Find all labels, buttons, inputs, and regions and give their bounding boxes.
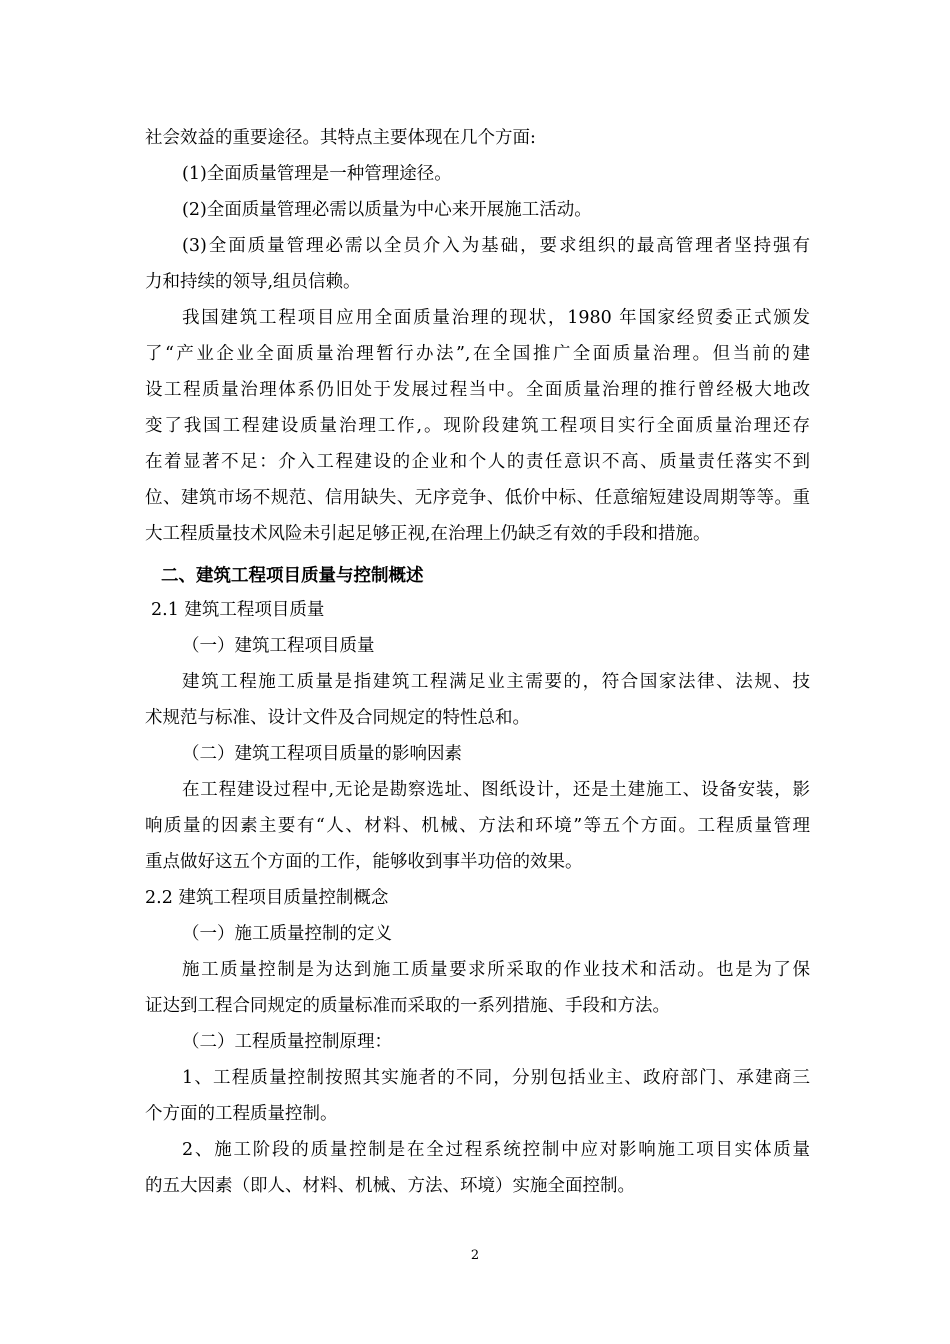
list-item: (1)全面质量管理是一种管理途径。 [182, 164, 452, 184]
list-item: (2)全面质量管理必需以质量为中心来开展施工活动。 [182, 200, 592, 220]
paragraph-line: 在着显著不足：介入工程建设的企业和个人的责任意识不高、质量责任落实不到 [145, 452, 810, 472]
paragraph-line: 位、建筑市场不规范、信用缺失、无序竞争、低价中标、任意缩短建设周期等等。重 [145, 488, 810, 508]
subheading: （一）施工质量控制的定义 [182, 924, 392, 944]
paragraph-line: 响质量的因素主要有“人、材料、机械、方法和环境”等五个方面。工程质量管理 [145, 816, 810, 836]
paragraph-line: 术规范与标准、设计文件及合同规定的特性总和。 [145, 708, 530, 728]
paragraph-line: 的五大因素（即人、材料、机械、方法、环境）实施全面控制。 [145, 1176, 635, 1196]
page-number: 2 [470, 1248, 480, 1263]
paragraph-line: 在工程建设过程中,无论是勘察选址、图纸设计，还是土建施工、设备安装，影 [182, 780, 810, 800]
paragraph-line: 变了我国工程建设质量治理工作,。现阶段建筑工程项目实行全面质量治理还存 [145, 416, 810, 436]
paragraph-line: 大工程质量技术风险未引起足够正视,在治理上仍缺乏有效的手段和措施。 [145, 524, 711, 544]
paragraph-line: 我国建筑工程项目应用全面质量治理的现状，1980 年国家经贸委正式颁发 [182, 308, 810, 328]
paragraph-line: 证达到工程合同规定的质量标准而采取的一系列措施、手段和方法。 [145, 996, 670, 1016]
paragraph-line: 施工质量控制是为达到施工质量要求所采取的作业技术和活动。也是为了保 [182, 960, 810, 980]
paragraph-line: 1、工程质量控制按照其实施者的不同，分别包括业主、政府部门、承建商三 [182, 1068, 810, 1088]
subheading: （二）工程质量控制原理： [182, 1032, 392, 1052]
list-item: (3)全面质量管理必需以全员介入为基础，要求组织的最高管理者坚持强有 [182, 236, 810, 256]
subsection-heading: 2.2 建筑工程项目质量控制概念 [145, 888, 389, 908]
paragraph-line: 建筑工程施工质量是指建筑工程满足业主需要的，符合国家法律、法规、技 [182, 672, 810, 692]
paragraph-line: 个方面的工程质量控制。 [145, 1104, 338, 1124]
subheading: （一）建筑工程项目质量 [182, 636, 375, 656]
paragraph-line: 设工程质量治理体系仍旧处于发展过程当中。全面质量治理的推行曾经极大地改 [145, 380, 810, 400]
section-heading: 二、建筑工程项目质量与控制概述 [161, 566, 424, 586]
subheading: （二）建筑工程项目质量的影响因素 [182, 744, 462, 764]
paragraph-line: 力和持续的领导,组员信赖。 [145, 272, 361, 292]
paragraph-line: 社会效益的重要途径。其特点主要体现在几个方面: [145, 128, 536, 148]
subsection-heading: 2.1 建筑工程项目质量 [151, 600, 325, 620]
paragraph-line: 了“产业企业全面质量治理暂行办法”,在全国推广全面质量治理。但当前的建 [145, 344, 810, 364]
paragraph-line: 2、施工阶段的质量控制是在全过程系统控制中应对影响施工项目实体质量 [182, 1140, 810, 1160]
paragraph-line: 重点做好这五个方面的工作，能够收到事半功倍的效果。 [145, 852, 583, 872]
